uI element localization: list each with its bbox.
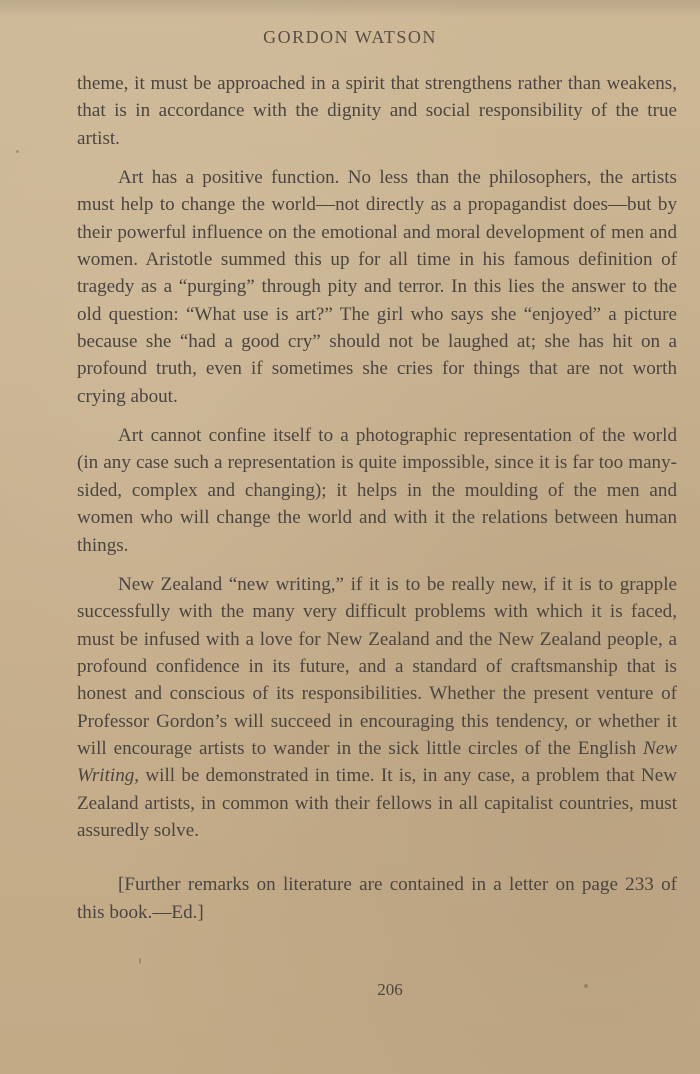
- editor-note: [Further remarks on literature are contained in a letter on page 233 of this book.—Ed.]: [77, 874, 677, 923]
- paragraph-new-zealand-writing-end: will be demonstrated in time. It is, in any case, a problem that New Zealand artists, in common with their fellows in all capitalist countries, must assuredly solve.: [77, 765, 677, 841]
- paragraph-new-zealand-writing-start: New Zealand “new writing,” if it is to be really new, if it is to grapple successfully with the many very difficult problems with which it is faced, must be infused with a love for New Zealand and the New Zealand people, a profound confidence in its future, and a standard of craftsmanship that is honest and conscious of its responsibilities. Whether the present venture of Professor Gordon’s will succeed in encouraging this tendency, or whether it will encourage artists to wander in the sick little circles of the English: [77, 573, 677, 759]
- paper-speck: [584, 984, 588, 988]
- running-head: GORDON WATSON: [263, 27, 437, 47]
- page-edge-shadow: [0, 0, 700, 18]
- publication-title-new-writing: New Writing,: [77, 737, 677, 787]
- paragraph-photographic-representation: Art cannot confine itself to a photographic representation of the world (in any case such a representation is quite impossible, since it is far too many-sided, complex and changing); it helps in the moulding of the men and women who will change the world and with it the relations between human things.: [77, 425, 677, 556]
- paragraph-new-zealand-writing: [77, 571, 677, 844]
- page-number: 206: [377, 980, 403, 999]
- paragraph-continued: theme, it must be approached in a spirit that strengthens rather than weakens, that is in accordance with the dignity and social responsibility of the true artist.: [77, 73, 677, 149]
- paper-speck: [139, 958, 141, 964]
- paragraph-positive-function: Art has a positive function. No less than the philosophers, the artists must help to change the world—not directly as a propagandist does—but by their powerful influence on the emotional and moral development of men and women. Aristotle summed this up for all time in his famous definition of tragedy as a “purging” through pity and terror. In this lies the answer to the old question: “What use is art?” The girl who says she “enjoyed” a picture because she “had a good cry” should not be laughed at; she has hit on a profound truth, even if sometimes she cries for things that are not worth crying about.: [77, 167, 677, 407]
- page-body-text: [77, 70, 677, 926]
- paper-speck: [16, 150, 19, 153]
